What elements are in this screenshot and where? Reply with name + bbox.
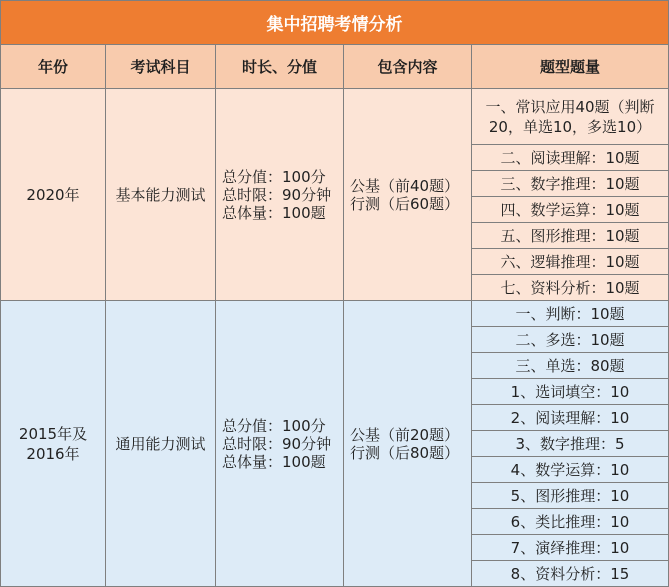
item-cell: 二、多选：10题 — [472, 327, 669, 353]
item-cell: 5、图形推理：10 — [472, 483, 669, 509]
content-line: 行测（后80题） — [350, 443, 460, 462]
item-cell: 3、数字推理：5 — [472, 431, 669, 457]
item-cell: 三、单选：80题 — [472, 353, 669, 379]
duration-line: 总体量：100题 — [222, 203, 326, 222]
header-items: 题型题量 — [472, 45, 669, 89]
duration-cell — [216, 301, 344, 587]
item-cell: 4、数学运算：10 — [472, 457, 669, 483]
table-row — [1, 301, 669, 327]
item-cell: 一、判断：10题 — [472, 301, 669, 327]
item-cell: 8、资料分析：15 — [472, 561, 669, 587]
item-cell: 2、阅读理解：10 — [472, 405, 669, 431]
header-content: 包含内容 — [344, 45, 472, 89]
header-year: 年份 — [1, 45, 106, 89]
item-cell: 七、资料分析：10题 — [472, 275, 669, 301]
year-line: 2015年及2016年 — [18, 424, 88, 463]
duration-line: 总体量：100题 — [222, 452, 326, 471]
content-line: 公基（前20题） — [350, 425, 460, 444]
content-line: 行测（后60题） — [350, 194, 460, 213]
item-cell: 7、演绎推理：10 — [472, 535, 669, 561]
subject-cell: 通用能力测试 — [106, 301, 216, 587]
duration-line: 总时限：90分钟 — [222, 434, 332, 453]
year-cell — [1, 301, 106, 587]
item-cell: 二、阅读理解：10题 — [472, 145, 669, 171]
item-cell: 五、图形推理：10题 — [472, 223, 669, 249]
header-duration: 时长、分值 — [216, 45, 344, 89]
item-cell: 四、数学运算：10题 — [472, 197, 669, 223]
duration-line: 总分值：100分 — [222, 167, 326, 186]
content-line: 公基（前40题） — [350, 176, 460, 195]
table-row — [1, 89, 669, 145]
table-title: 集中招聘考情分析 — [1, 1, 669, 45]
item-cell: 一、常识应用40题（判断20，单选10，多选10） — [472, 89, 669, 145]
duration-cell — [216, 89, 344, 301]
header-subject: 考试科目 — [106, 45, 216, 89]
duration-line: 总时限：90分钟 — [222, 185, 332, 204]
content-cell — [344, 89, 472, 301]
year-cell: 2020年 — [1, 89, 106, 301]
item-cell: 六、逻辑推理：10题 — [472, 249, 669, 275]
item-cell: 1、选词填空：10 — [472, 379, 669, 405]
item-cell: 三、数字推理：10题 — [472, 171, 669, 197]
content-cell — [344, 301, 472, 587]
subject-cell: 基本能力测试 — [106, 89, 216, 301]
duration-line: 总分值：100分 — [222, 416, 326, 435]
item-cell: 6、类比推理：10 — [472, 509, 669, 535]
